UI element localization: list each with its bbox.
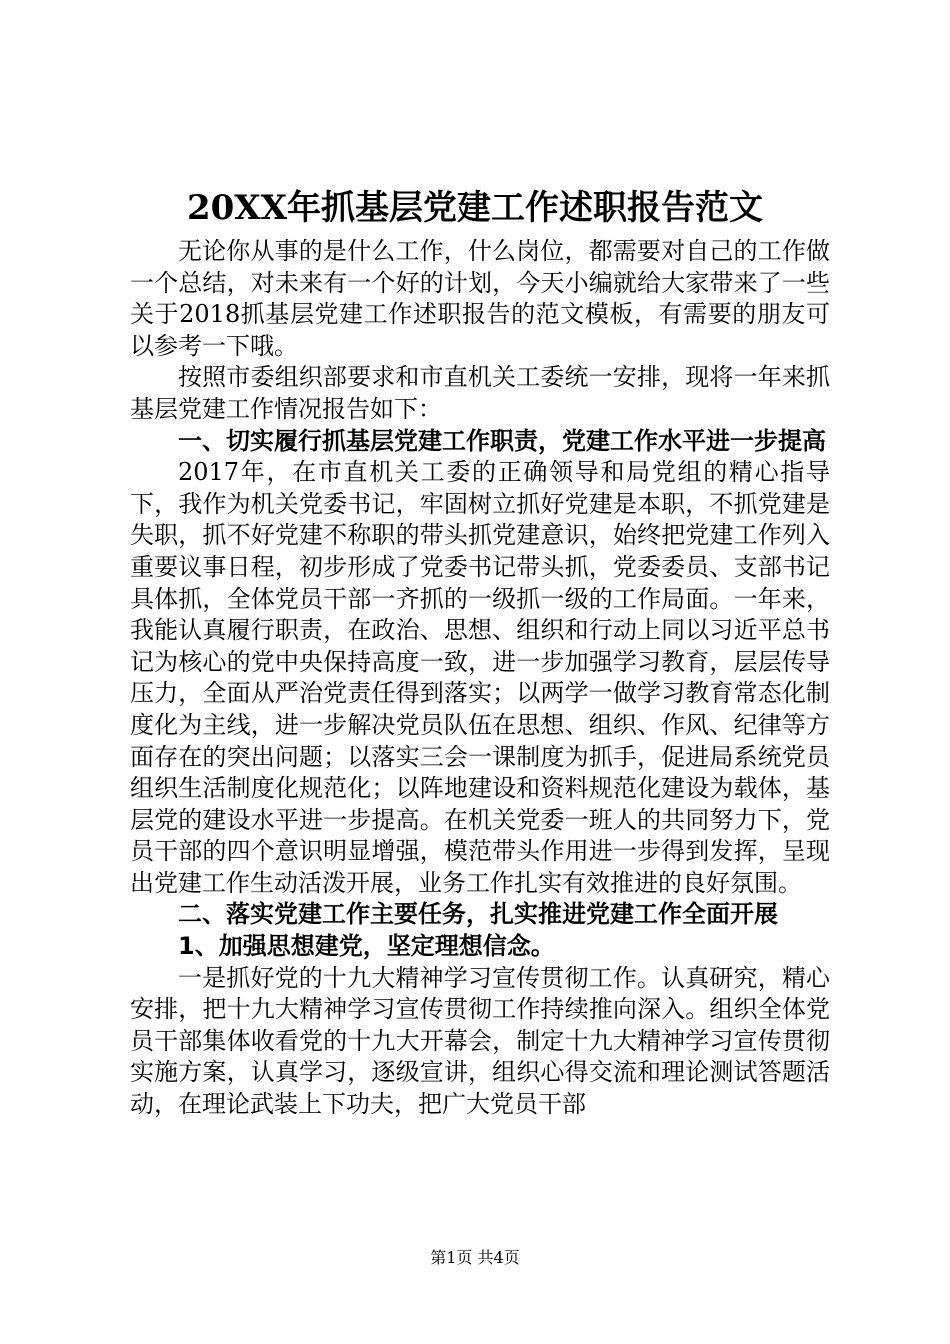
paragraph-intro: 无论你从事的是什么工作，什么岗位，都需要对自己的工作做一个总结，对未来有一个好的计划，今天小编就给大家带来了一些关于2018抓基层党建工作述职报告的范文模板，有需要的朋友可以参考一下哦。 bbox=[130, 237, 830, 360]
document-body bbox=[130, 236, 830, 1121]
subsection-heading-1: 1、加强思想建党，坚定理想信念。 bbox=[178, 932, 555, 961]
section-heading-1: 一、切实履行抓基层党建工作职责，党建工作水平进一步提高 bbox=[178, 426, 826, 455]
section-heading-2: 二、落实党建工作主要任务，扎实推进党建工作全面开展 bbox=[178, 900, 778, 929]
page-footer: 第1页 共4页 bbox=[430, 1248, 520, 1267]
paragraph-subsection-1: 一是抓好党的十九大精神学习宣传贯彻工作。认真研究，精心安排，把十九大精神学习宣传贯彻工作持续推向深入。组织全体党员干部集体收看党的十九大开幕会，制定十九大精神学习宣传贯彻实施方案，认真学习，逐级宣讲，组织心得交流和理论测试答题活动，在理论武装上下功夫，把广大党员干部 bbox=[130, 963, 830, 1119]
paragraph-preface: 按照市委组织部要求和市直机关工委统一安排，现将一年来抓基层党建工作情况报告如下： bbox=[130, 363, 830, 423]
document-title: 20XX年抓基层党建工作述职报告范文 bbox=[186, 188, 764, 228]
paragraph-section-1: 2017年，在市直机关工委的正确领导和局党组的精心指导下，我作为机关党委书记，牢固树立抓好党建是本职，不抓党建是失职，抓不好党建不称职的带头抓党建意识，始终把党建工作列入重要议事日程，初步形成了党委书记带头抓，党委委员、支部书记具体抓，全体党员干部一齐抓的一级抓一级的工作局面。一年来，我能认真履行职责，在政治、思想、组织和行动上同以习近平总书记为核心的党中央保持高度一致，进一步加强学习教育，层层传导压力，全面从严治党责任得到落实；以两学一做学习教育常态化制度化为主线，进一步解决党员队伍在思想、组织、作风、纪律等方面存在的突出问题；以落实三会一课制度为抓手，促进局系统党员组织生活制度化规范化；以阵地建设和资料规范化建设为载体，基层党的建设水平进一步提高。在机关党委一班人的共同努力下，党员干部的四个意识明显增强，模范带头作用进一步得到发挥，呈现出党建工作生动活泼开展，业务工作扎实有效推进的良好氛围。 bbox=[130, 458, 830, 897]
